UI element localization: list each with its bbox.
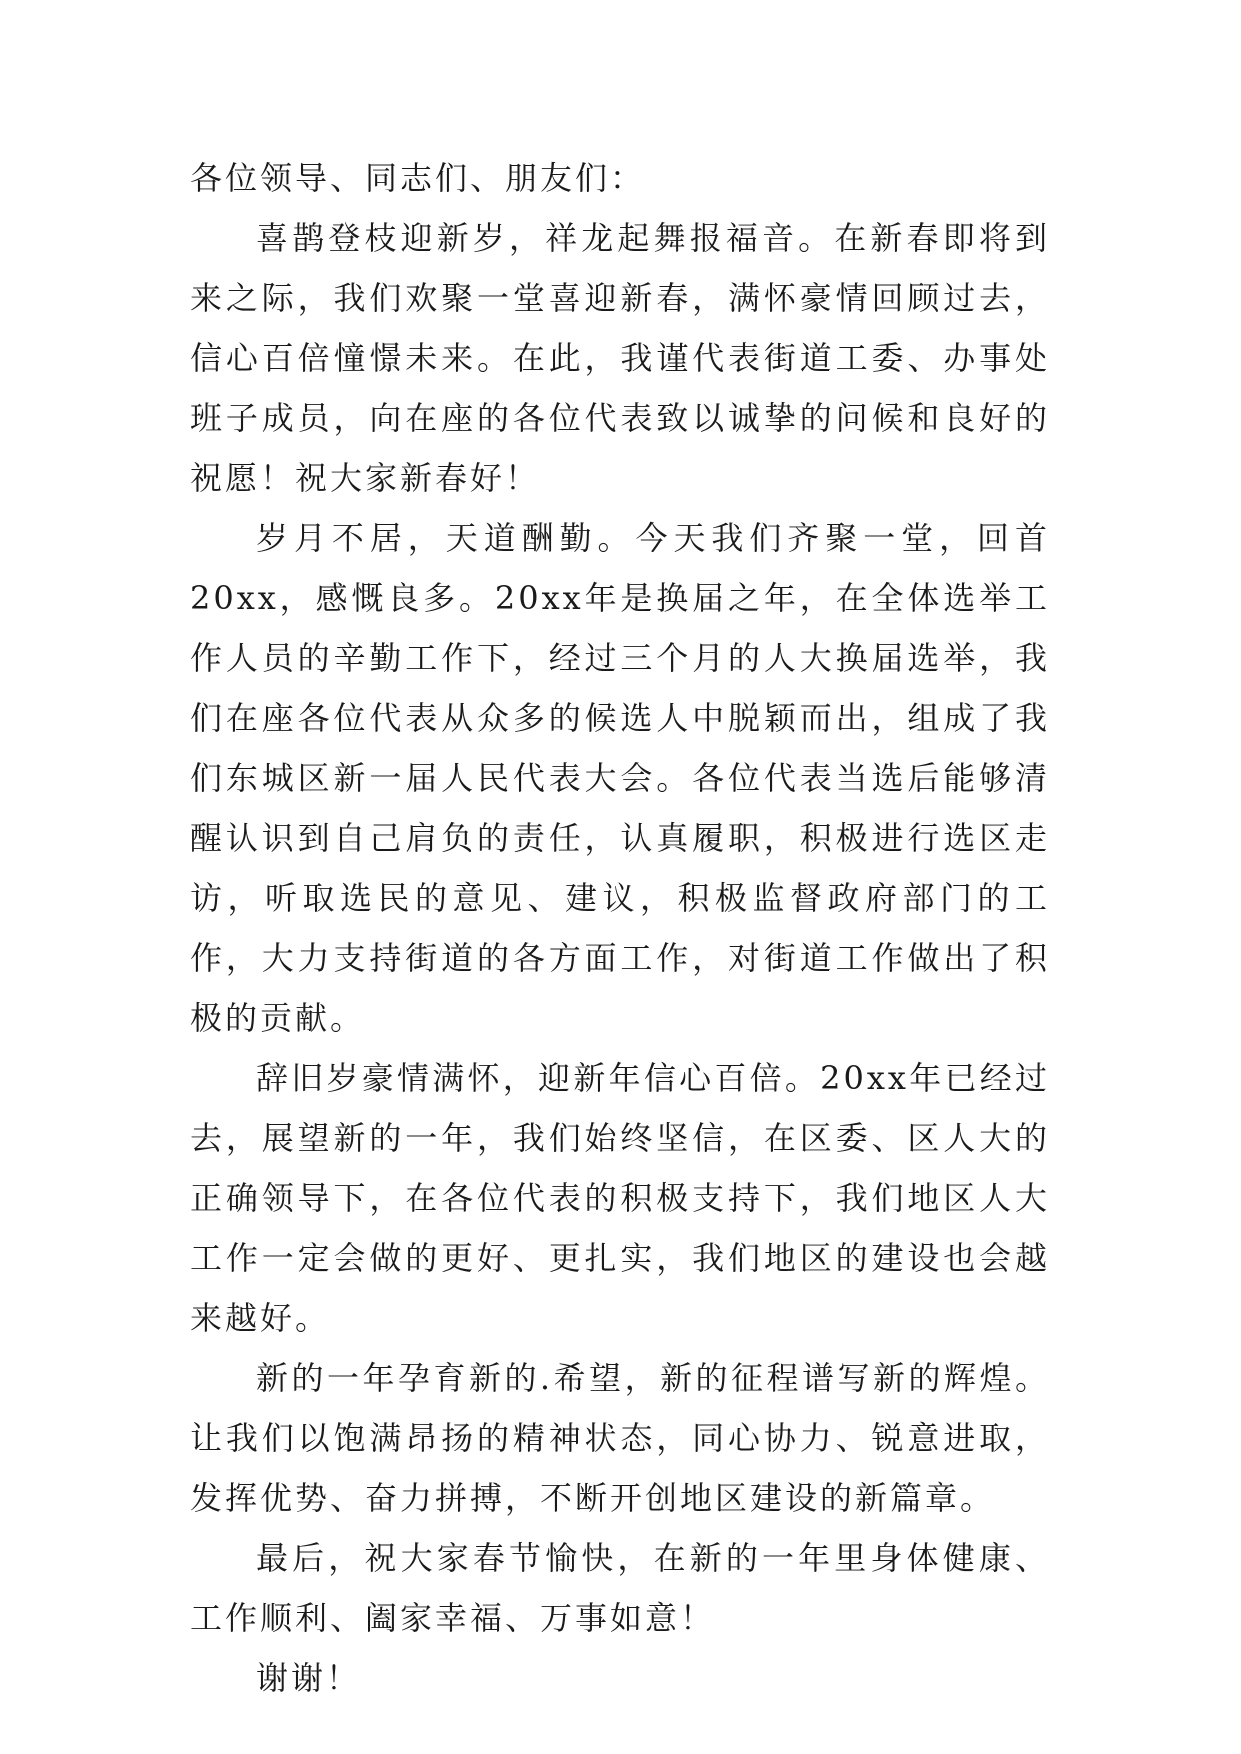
paragraph-call-to-action: 新的一年孕育新的.希望，新的征程谱写新的辉煌。让我们以饱满昂扬的精神状态，同心协力、锐意进取，发挥优势、奋力拼搏，不断开创地区建设的新篇章。 [190, 1359, 1050, 1517]
salutation: 各位领导、同志们、朋友们： [190, 159, 646, 197]
paragraph-thanks: 谢谢！ [256, 1659, 362, 1697]
document-page [190, 148, 1050, 1708]
paragraph-review: 岁月不居，天道酬勤。今天我们齐聚一堂，回首20xx，感慨良多。20xx年是换届之年，在全体选举工作人员的辛勤工作下，经过三个月的人大换届选举，我们在座各位代表从众多的候选人中脱颖而出，组成了我们东城区新一届人民代表大会。各位代表当选后能够清醒认识到自己肩负的责任，认真履职，积极进行选区走访，听取选民的意见、建议，积极监督政府部门的工作，大力支持街道的各方面工作，对街道工作做出了积极的贡献。 [190, 519, 1050, 1037]
paragraph-wishes: 最后，祝大家春节愉快，在新的一年里身体健康、工作顺利、阖家幸福、万事如意！ [190, 1539, 1050, 1637]
paragraph-greeting: 喜鹊登枝迎新岁，祥龙起舞报福音。在新春即将到来之际，我们欢聚一堂喜迎新春，满怀豪情回顾过去，信心百倍憧憬未来。在此，我谨代表街道工委、办事处班子成员，向在座的各位代表致以诚挚的问候和良好的祝愿！祝大家新春好！ [190, 219, 1050, 497]
paragraph-outlook: 辞旧岁豪情满怀，迎新年信心百倍。20xx年已经过去，展望新的一年，我们始终坚信，在区委、区人大的正确领导下，在各位代表的积极支持下，我们地区人大工作一定会做的更好、更扎实，我们地区的建设也会越来越好。 [190, 1059, 1050, 1337]
